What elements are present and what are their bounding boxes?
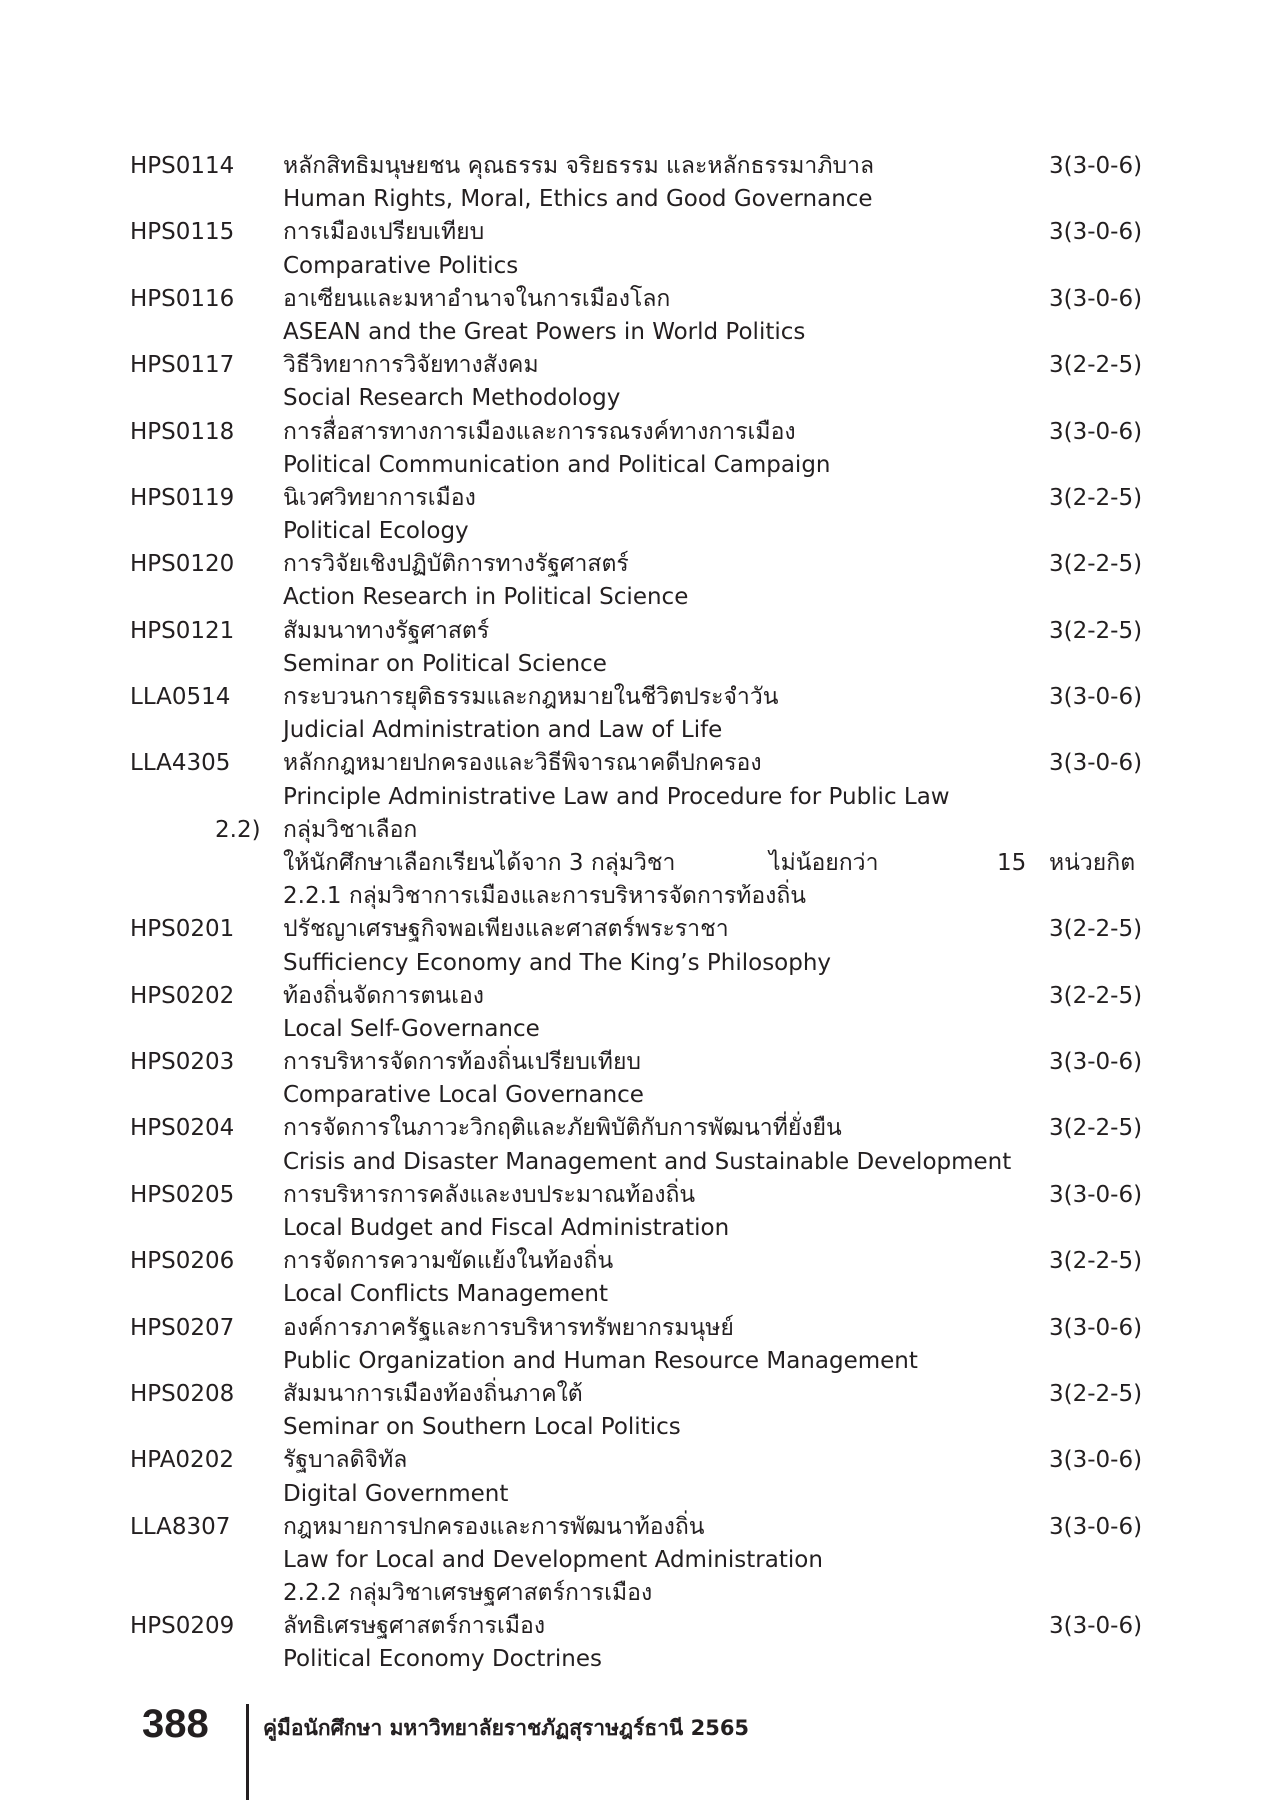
course-code: HPS0208: [130, 1380, 235, 1407]
course-title-thai: การบริหารการคลังและงบประมาณท้องถิ่น: [283, 1181, 696, 1208]
course-entry: [0, 283, 1267, 349]
subgroup-heading: 2.2.1 กลุ่มวิชาการเมืองและการบริหารจัดการท้องถิ่น: [283, 883, 807, 910]
requirement-min-label: ไม่น้อยกว่า: [769, 849, 879, 876]
course-entry: [0, 1245, 1267, 1311]
course-code: HPS0118: [130, 418, 235, 445]
course-entry: [0, 1179, 1267, 1245]
course-title-english: Public Organization and Human Resource Management: [283, 1347, 918, 1374]
course-code: HPS0117: [130, 352, 235, 379]
course-group-core: [0, 150, 1267, 814]
course-title-english: Local Conflicts Management: [283, 1281, 608, 1308]
subgroup-local-politics: [0, 880, 1267, 1577]
course-title-thai: หลักสิทธิมนุษยชน คุณธรรม จริยธรรม และหลักธรรมาภิบาล: [283, 153, 875, 179]
course-title-thai: ลัทธิเศรษฐศาสตร์การเมือง: [283, 1613, 546, 1640]
course-entry: [0, 1511, 1267, 1577]
course-credits: 3(2-2-5): [1049, 916, 1143, 943]
course-title-thai: การจัดการในภาวะวิกฤติและภัยพิบัติกับการพัฒนาที่ยั่งยืน: [283, 1115, 842, 1142]
course-title-english: Comparative Local Governance: [283, 1082, 644, 1109]
course-code: HPS0116: [130, 285, 235, 312]
course-credits: 3(3-0-6): [1049, 1314, 1143, 1341]
course-code: HPS0205: [130, 1181, 235, 1208]
course-title-thai: อาเซียนและมหาอำนาจในการเมืองโลก: [283, 285, 671, 312]
course-credits: 3(3-0-6): [1049, 1613, 1143, 1640]
course-title-english: Political Communication and Political Campaign: [283, 451, 831, 478]
course-entry: [0, 747, 1267, 813]
course-entry: [0, 216, 1267, 282]
course-title-english: Sufficiency Economy and The King’s Philosophy: [283, 949, 832, 976]
course-title-thai: กฎหมายการปกครองและการพัฒนาท้องถิ่น: [283, 1513, 705, 1540]
course-code: HPS0119: [130, 484, 235, 511]
course-title-thai: นิเวศวิทยาการเมือง: [283, 484, 476, 511]
course-entry: [0, 1312, 1267, 1378]
course-code: HPS0114: [130, 153, 235, 179]
course-title-thai: สัมมนาการเมืองท้องถิ่นภาคใต้: [283, 1380, 583, 1407]
requirement-unit: หน่วยกิต: [1049, 849, 1136, 876]
footer-divider: [246, 1704, 249, 1800]
course-code: HPS0203: [130, 1049, 235, 1076]
course-title-english: Local Self-Governance: [283, 1015, 540, 1042]
course-title-thai: วิธีวิทยาการวิจัยทางสังคม: [283, 352, 539, 379]
elective-group: [0, 814, 1267, 880]
course-title-thai: การสื่อสารทางการเมืองและการรณรงค์ทางการเมือง: [283, 418, 796, 445]
requirement-text: ให้นักศึกษาเลือกเรียนได้จาก 3 กลุ่มวิชา: [283, 849, 676, 876]
course-credits: 3(3-0-6): [1049, 285, 1143, 312]
course-title-english: Seminar on Southern Local Politics: [283, 1414, 681, 1441]
course-title-english: Comparative Politics: [283, 252, 519, 279]
course-title-thai: สัมมนาทางรัฐศาสตร์: [283, 617, 490, 644]
group-number: 2.2): [215, 816, 261, 843]
course-title-english: Principle Administrative Law and Procedure for Public Law: [283, 783, 950, 810]
course-code: LLA8307: [130, 1513, 231, 1540]
course-entry: [0, 615, 1267, 681]
course-code: HPS0115: [130, 219, 235, 246]
course-code: LLA0514: [130, 684, 231, 710]
subgroup-heading: 2.2.2 กลุ่มวิชาเศรษฐศาสตร์การเมือง: [283, 1580, 653, 1607]
course-title-thai: การจัดการความขัดแย้งในท้องถิ่น: [283, 1248, 614, 1275]
course-title-thai: กระบวนการยุติธรรมและกฎหมายในชีวิตประจำวัน: [283, 684, 779, 710]
course-title-english: Local Budget and Fiscal Administration: [283, 1215, 730, 1241]
course-code: HPS0120: [130, 551, 235, 578]
group-title: กลุ่มวิชาเลือก: [283, 816, 418, 843]
course-title-english: Law for Local and Development Administration: [283, 1546, 823, 1573]
course-title-thai: องค์การภาครัฐและการบริหารทรัพยากรมนุษย์: [283, 1314, 734, 1341]
course-entry: [0, 1112, 1267, 1178]
course-code: HPS0204: [130, 1115, 235, 1142]
course-credits: 3(3-0-6): [1049, 1513, 1143, 1540]
course-entry: [0, 1610, 1267, 1676]
course-credits: 3(2-2-5): [1049, 551, 1143, 578]
course-entry: [0, 349, 1267, 415]
course-title-thai: ปรัชญาเศรษฐกิจพอเพียงและศาสตร์พระราชา: [283, 916, 729, 943]
course-title-english: ASEAN and the Great Powers in World Politics: [283, 318, 806, 345]
course-credits: 3(3-0-6): [1049, 1181, 1143, 1208]
footer-title: คู่มือนักศึกษา มหาวิทยาลัยราชภัฏสุราษฎร์ธานี 2565: [263, 1716, 750, 1740]
course-code: LLA4305: [130, 750, 231, 777]
course-entry: [0, 150, 1267, 216]
course-title-thai: รัฐบาลดิจิทัล: [283, 1447, 408, 1474]
course-credits: 3(2-2-5): [1049, 1380, 1143, 1407]
course-credits: 3(3-0-6): [1049, 219, 1143, 246]
course-credits: 3(2-2-5): [1049, 982, 1143, 1009]
course-title-thai: การเมืองเปรียบเทียบ: [283, 219, 485, 246]
course-entry: [0, 1444, 1267, 1510]
course-title-thai: การวิจัยเชิงปฏิบัติการทางรัฐศาสตร์: [283, 551, 629, 578]
course-credits: 3(3-0-6): [1049, 684, 1143, 710]
requirement-credits: 15: [997, 849, 1027, 876]
course-title-thai: การบริหารจัดการท้องถิ่นเปรียบเทียบ: [283, 1049, 642, 1076]
course-title-english: Crisis and Disaster Management and Sustainable Development: [283, 1148, 1012, 1175]
course-code: HPS0121: [130, 617, 235, 644]
course-title-english: Digital Government: [283, 1480, 509, 1507]
course-title-thai: ท้องถิ่นจัดการตนเอง: [283, 982, 485, 1009]
course-credits: 3(3-0-6): [1049, 418, 1143, 445]
course-code: HPS0207: [130, 1314, 235, 1341]
course-entry: [0, 548, 1267, 614]
course-credits: 3(2-2-5): [1049, 352, 1143, 379]
course-credits: 3(3-0-6): [1049, 1447, 1143, 1474]
course-title-english: Political Ecology: [283, 518, 469, 545]
course-credits: 3(3-0-6): [1049, 1049, 1143, 1076]
course-entry: [0, 1378, 1267, 1444]
course-title-english: Judicial Administration and Law of Life: [283, 717, 723, 744]
course-title-english: Human Rights, Moral, Ethics and Good Governance: [283, 186, 873, 213]
credit-requirement: [0, 847, 1267, 880]
course-code: HPS0209: [130, 1613, 235, 1640]
course-code: HPA0202: [130, 1447, 234, 1474]
course-title-english: Social Research Methodology: [283, 385, 621, 412]
course-title-english: Political Economy Doctrines: [283, 1646, 602, 1673]
course-code: HPS0202: [130, 982, 235, 1009]
course-credits: 3(3-0-6): [1049, 153, 1143, 179]
course-title-english: Action Research in Political Science: [283, 584, 689, 611]
course-entry: [0, 482, 1267, 548]
course-entry: [0, 681, 1267, 747]
course-credits: 3(3-0-6): [1049, 750, 1143, 777]
course-entry: [0, 980, 1267, 1046]
course-entry: [0, 416, 1267, 482]
page-number: 388: [142, 1702, 209, 1746]
subgroup-political-economy: [0, 1577, 1267, 1677]
course-credits: 3(2-2-5): [1049, 484, 1143, 511]
course-title-thai: หลักกฎหมายปกครองและวิธีพิจารณาคดีปกครอง: [283, 750, 762, 777]
course-credits: 3(2-2-5): [1049, 1248, 1143, 1275]
course-title-english: Seminar on Political Science: [283, 650, 607, 677]
course-credits: 3(2-2-5): [1049, 1115, 1143, 1142]
course-entry: [0, 913, 1267, 979]
course-entry: [0, 1046, 1267, 1112]
course-credits: 3(2-2-5): [1049, 617, 1143, 644]
course-code: HPS0206: [130, 1248, 235, 1275]
course-code: HPS0201: [130, 916, 235, 943]
course-list: [0, 150, 1267, 1677]
